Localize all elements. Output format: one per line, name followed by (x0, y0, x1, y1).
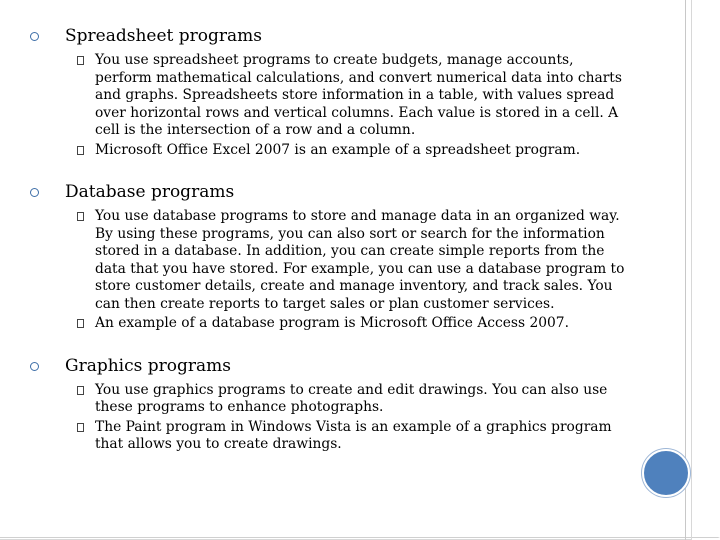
sub-bullet-item (30, 315, 630, 333)
slide-content (30, 24, 630, 454)
section-title: Graphics programs (65, 355, 231, 376)
sub-bullet-text: You use database programs to store and manage data in an organized way. By using these programs, you can also sort or search for the information stored in a database. In addition, you can create simple reports from the data that you have stored. For example, you can use a database program to store customer details, create and manage inventory, and track sales. You can then create reports to target sales or plan customer services. (95, 208, 625, 312)
section-title: Spreadsheet programs (65, 26, 262, 46)
section-graphics (30, 354, 630, 454)
sub-bullet-text: Microsoft Office Excel 2007 is an example of a spreadsheet program. (95, 141, 581, 158)
sub-bullet-item (30, 208, 630, 313)
sub-bullet-item (30, 419, 630, 454)
section-spreadsheet (30, 24, 630, 159)
sub-bullet-item (30, 142, 630, 160)
sub-bullet-text: The Paint program in Windows Vista is an example of a graphics program that allows you to create drawings. (95, 418, 612, 452)
sub-bullet-text: An example of a database program is Microsoft Office Access 2007. (95, 315, 569, 331)
circle-bullet-icon (30, 32, 39, 41)
circle-bullet-icon (30, 362, 39, 371)
section-database (30, 180, 630, 333)
sub-bullet-item (30, 382, 630, 417)
section-heading (30, 180, 630, 204)
section-title: Database programs (65, 182, 235, 202)
sub-bullet-text: You use graphics programs to create and edit drawings. You can also use these programs to enhance photographs. (95, 381, 608, 415)
sub-bullet-item (30, 52, 630, 140)
sub-bullet-text: You use spreadsheet programs to create budgets, manage accounts, perform mathematical calculations, and convert numerical data into charts and graphs. Spreadsheets store information in a table, with values spread over horizontal rows and vertical columns. Each value is stored in a cell. A cell is the intersection of a row and a column. (95, 52, 622, 138)
circle-bullet-icon (30, 188, 39, 197)
section-heading (30, 354, 630, 378)
section-heading (30, 24, 630, 48)
decorative-circle (642, 449, 690, 497)
